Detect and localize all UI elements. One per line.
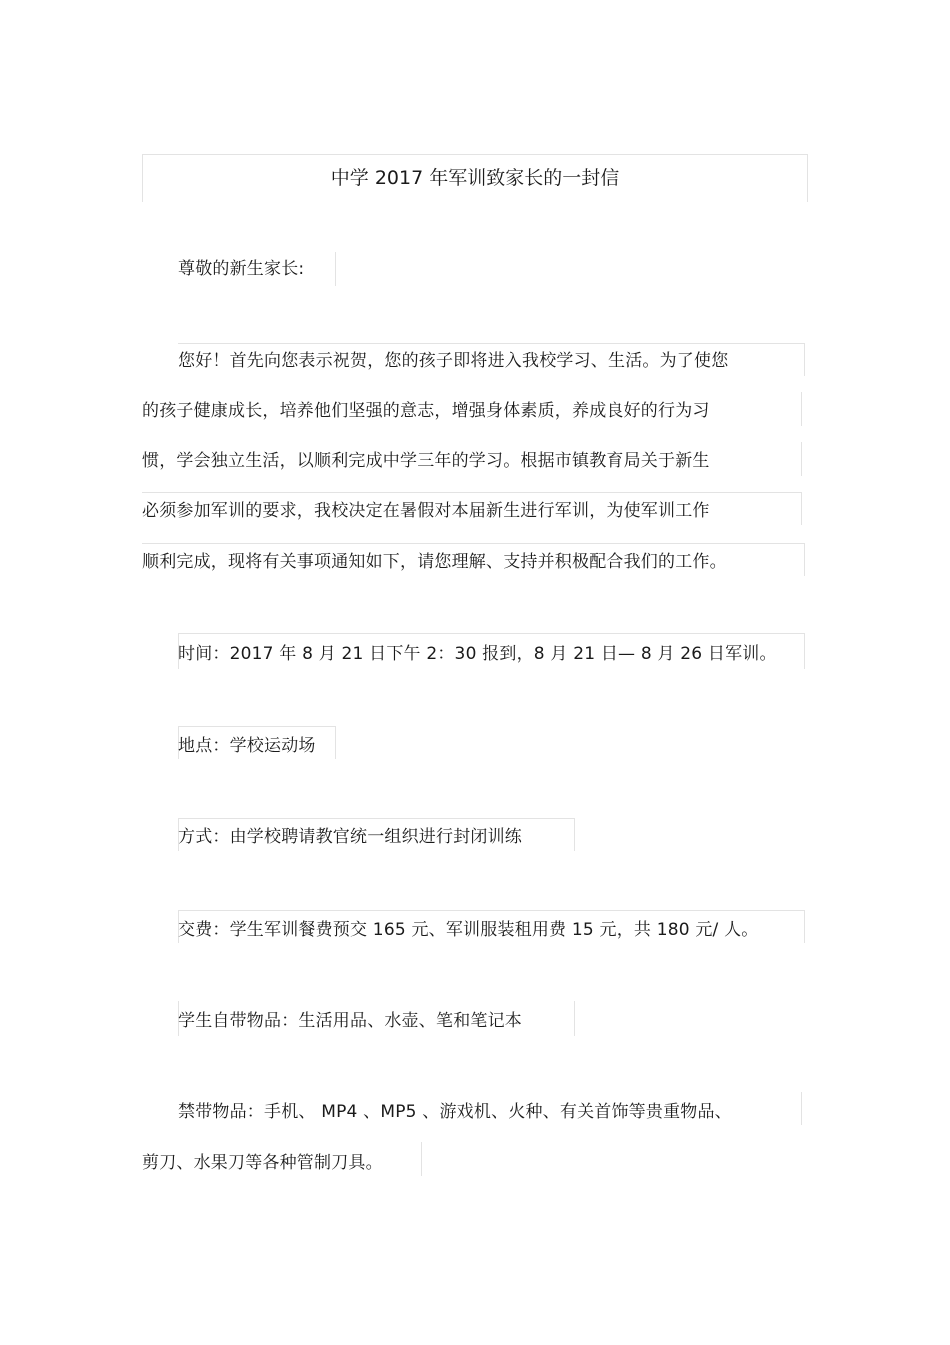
letter-title: 中学 2017 年军训致家长的一封信 [330, 167, 620, 189]
intro-line-2: 的孩子健康成长，培养他们坚强的意志，增强身体素质，养成良好的行为习 [142, 401, 710, 421]
training-method: 方式：由学校聘请教官统一组织进行封闭训练 [178, 827, 522, 847]
training-fee: 交费：学生军训餐费预交 165 元、军训服装租用费 15 元，共 180 元/ 人。 [178, 920, 759, 940]
intro-line-3: 惯，学会独立生活，以顺利完成中学三年的学习。根据市镇教育局关于新生 [142, 451, 710, 471]
salutation: 尊敬的新生家长: [178, 259, 305, 279]
intro-line-4: 必须参加军训的要求，我校决定在暑假对本届新生进行军训，为使军训工作 [142, 501, 710, 521]
banned-items-line-2: 剪刀、水果刀等各种管制刀具。 [142, 1153, 383, 1173]
training-time: 时间：2017 年 8 月 21 日下午 2：30 报到，8 月 21 日— 8 月 26 日军训。 [178, 644, 777, 664]
intro-line-5: 顺利完成，现将有关事项通知如下，请您理解、支持并积极配合我们的工作。 [142, 552, 727, 572]
intro-line-1: 您好！首先向您表示祝贺，您的孩子即将进入我校学习、生活。为了使您 [178, 351, 729, 371]
training-place: 地点：学校运动场 [178, 736, 316, 756]
items-to-bring: 学生自带物品：生活用品、水壶、笔和笔记本 [178, 1011, 522, 1031]
banned-items-line-1: 禁带物品：手机、 MP4 、MP5 、游戏机、火种、有关首饰等贵重物品、 [178, 1102, 732, 1122]
